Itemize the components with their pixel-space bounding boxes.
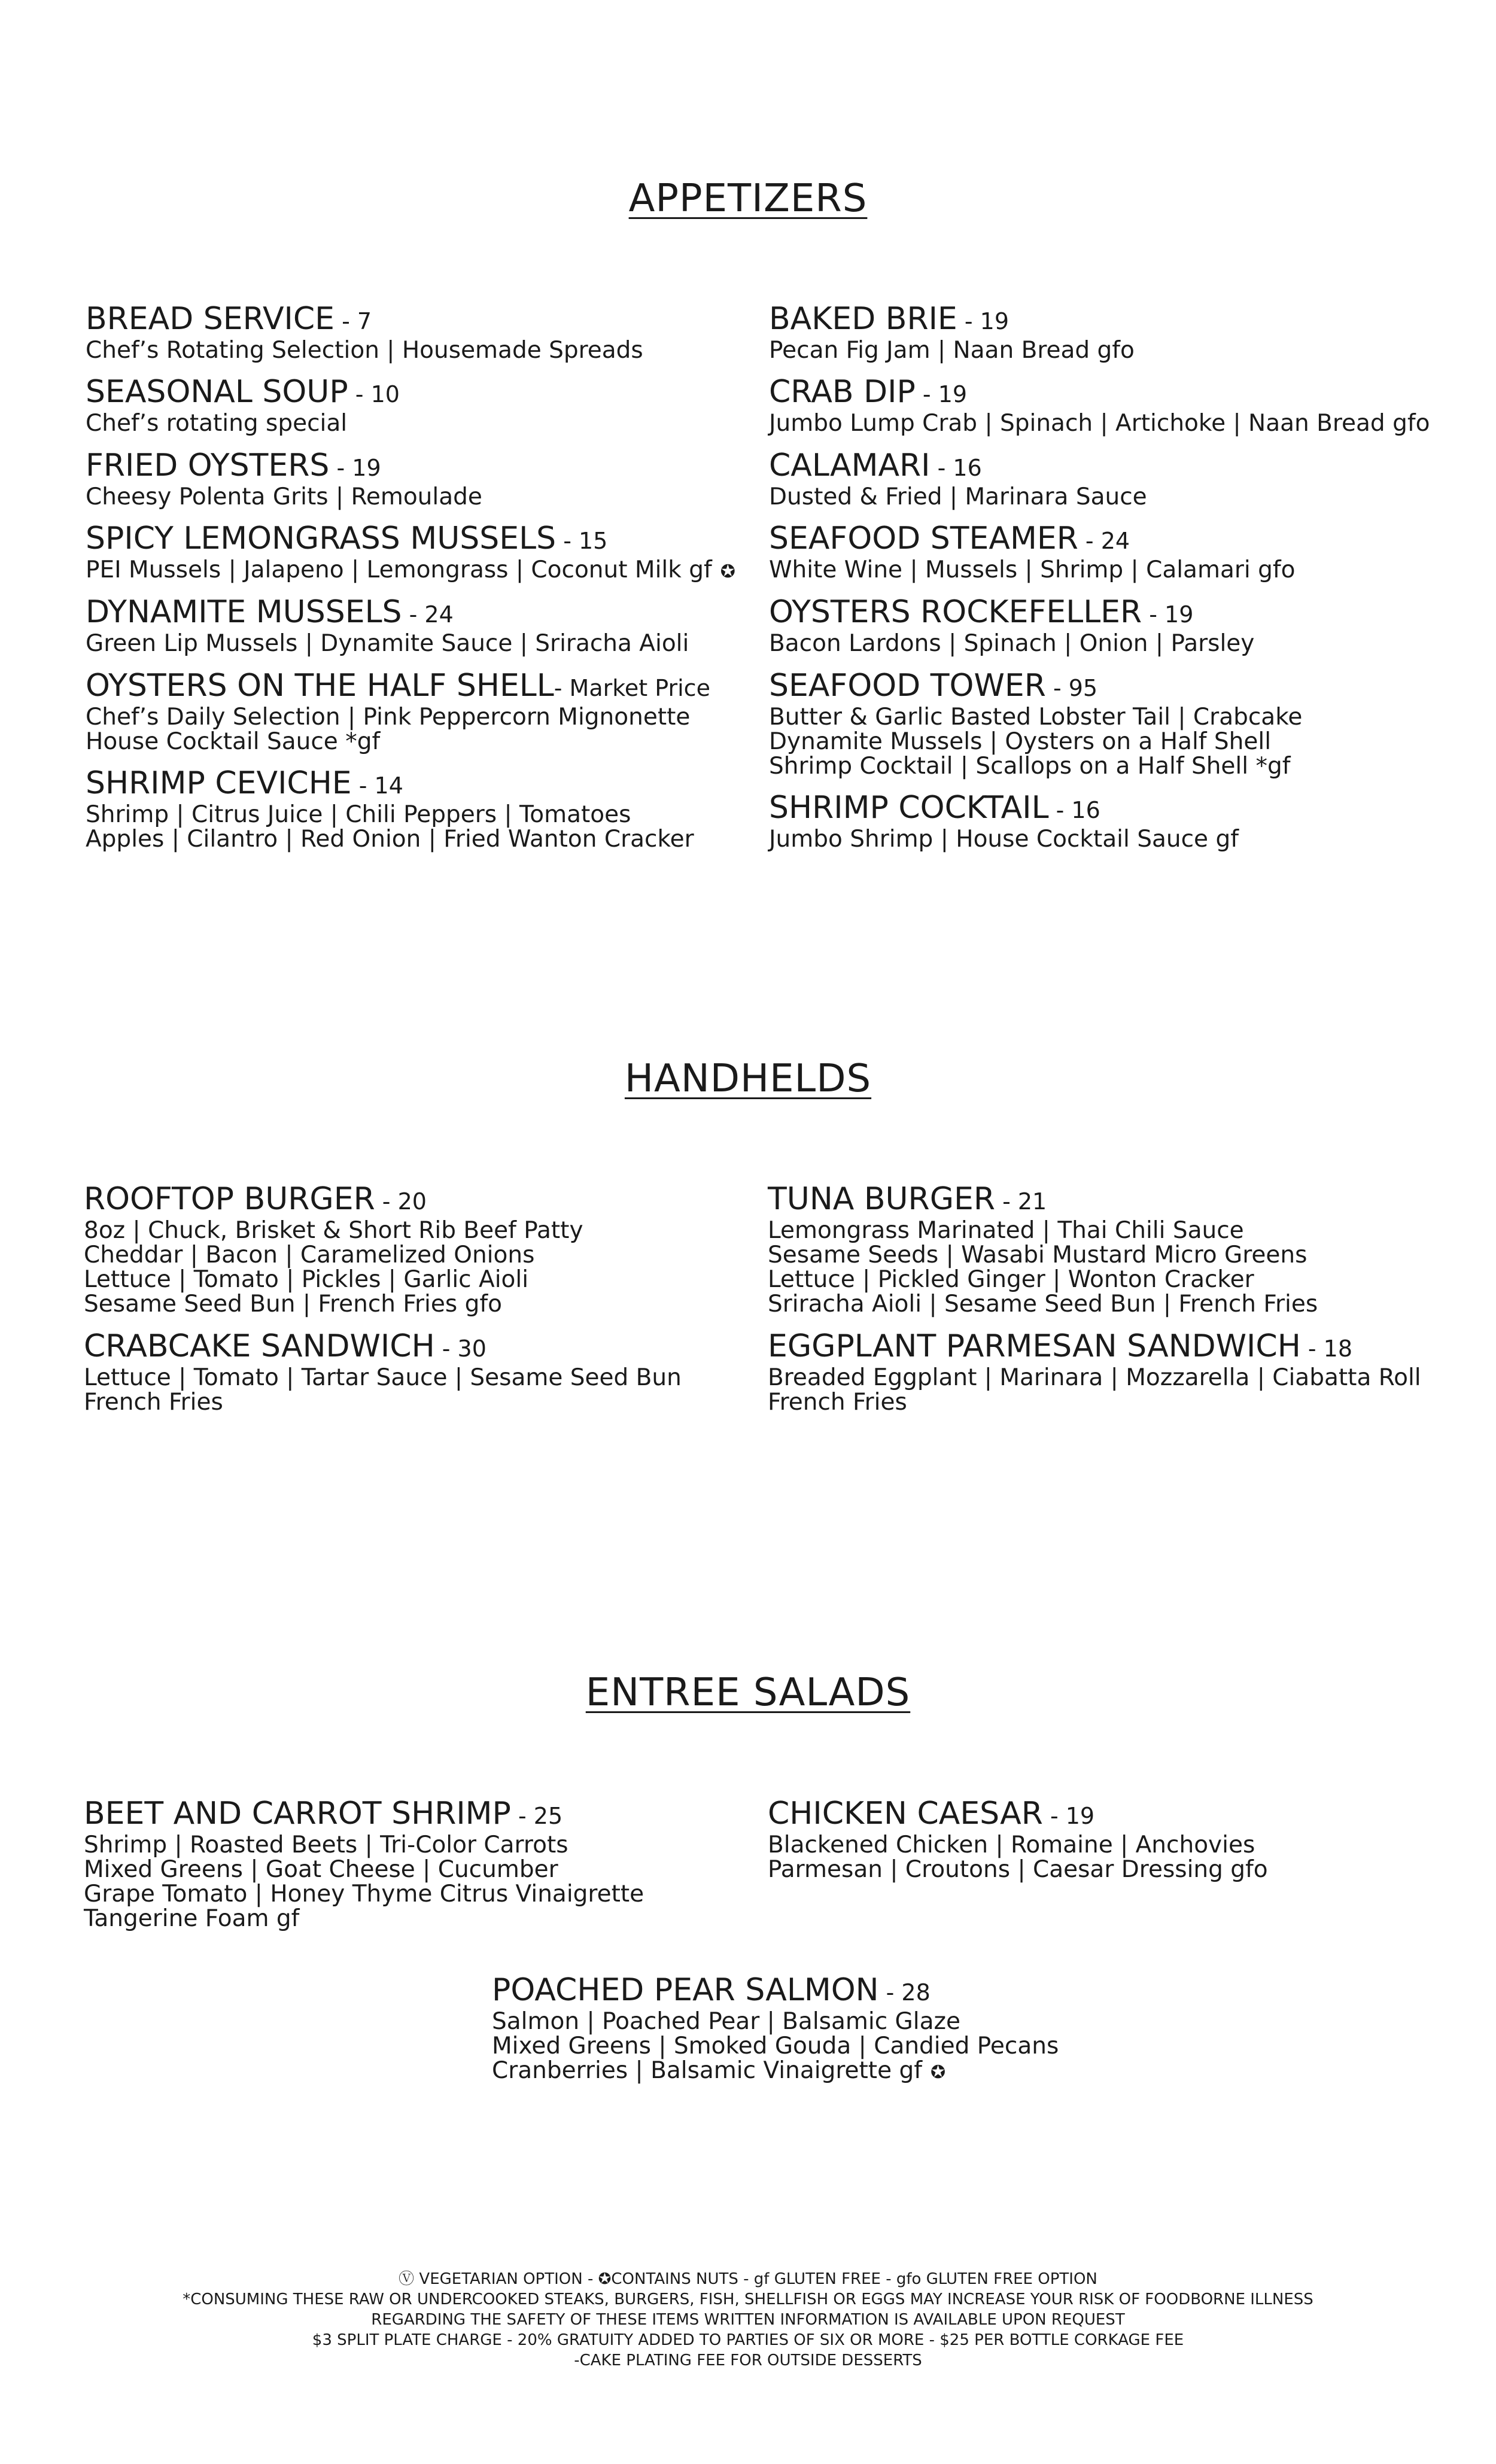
- menu-item: OYSTERS ON THE HALF SHELL- Market Price Chef’s Daily Selection | Pink Peppercorn Mignonette House Cocktail Sauce *gf: [86, 668, 710, 755]
- contains-nuts-icon: ✪: [598, 2270, 612, 2288]
- menu-item: BAKED BRIE - 19 Pecan Fig Jam | Naan Bread gfo: [769, 301, 1135, 364]
- menu-item: EGGPLANT PARMESAN SANDWICH - 18 Breaded Eggplant | Marinara | Mozzarella | Ciabatta Roll French Fries: [768, 1328, 1421, 1416]
- contains-nuts-icon: ✪: [720, 561, 735, 582]
- menu-item: SEASONAL SOUP - 10 Chef’s rotating special: [86, 374, 400, 437]
- menu-item: OYSTERS ROCKEFELLER - 19 Bacon Lardons | Spinach | Onion | Parsley: [769, 594, 1255, 657]
- menu-item: CALAMARI - 16 Dusted & Fried | Marinara Sauce: [769, 448, 1147, 510]
- menu-item: SHRIMP CEVICHE - 14 Shrimp | Citrus Juice | Chili Peppers | Tomatoes Apples | Cilantro | Red Onion | Fried Wanton Cracker: [86, 765, 694, 853]
- menu-item: BREAD SERVICE - 7 Chef’s Rotating Selection | Housemade Spreads: [86, 301, 643, 364]
- menu-item: ROOFTOP BURGER - 20 8oz | Chuck, Brisket & Short Rib Beef Patty Cheddar | Bacon | Caramelized Onions Lettuce | Tomato | Pickles | Garlic Aioli Sesame Seed Bun | French Fries gfo: [84, 1181, 583, 1318]
- menu-item: SHRIMP COCKTAIL - 16 Jumbo Shrimp | House Cocktail Sauce gf: [769, 790, 1239, 853]
- entree-salads-heading: ENTREE SALADS: [585, 1671, 911, 1715]
- menu-item: CRABCAKE SANDWICH - 30 Lettuce | Tomato | Tartar Sauce | Sesame Seed Bun French Fries: [84, 1328, 682, 1416]
- menu-item: CRAB DIP - 19 Jumbo Lump Crab | Spinach | Artichoke | Naan Bread gfo: [769, 374, 1430, 437]
- footer-line: REGARDING THE SAFETY OF THESE ITEMS WRITTEN INFORMATION IS AVAILABLE UPON REQUEST: [371, 2311, 1125, 2329]
- footer-line: $3 SPLIT PLATE CHARGE - 20% GRATUITY ADDED TO PARTIES OF SIX OR MORE - $25 PER BOTTLE CORKAGE FEE: [312, 2331, 1184, 2349]
- footer-line: *CONSUMING THESE RAW OR UNDERCOOKED STEAKS, BURGERS, FISH, SHELLFISH OR EGGS MAY INCREASE YOUR RISK OF FOODBORNE ILLNESS: [183, 2290, 1313, 2308]
- contains-nuts-icon: ✪: [930, 2062, 946, 2083]
- menu-item: CHICKEN CAESAR - 19 Blackened Chicken | Romaine | Anchovies Parmesan | Croutons | Caesar Dressing gfo: [768, 1796, 1268, 1883]
- vegetarian-icon: Ⓥ: [399, 2270, 415, 2288]
- footer-line: -CAKE PLATING FEE FOR OUTSIDE DESSERTS: [574, 2352, 922, 2369]
- menu-footer: [0, 2269, 1496, 2371]
- appetizers-heading: APPETIZERS: [628, 177, 868, 221]
- menu-item: SEAFOOD STEAMER - 24 White Wine | Mussels | Shrimp | Calamari gfo: [769, 521, 1296, 583]
- menu-item: TUNA BURGER - 21 Lemongrass Marinated | Thai Chili Sauce Sesame Seeds | Wasabi Mustard Micro Greens Lettuce | Pickled Ginger | Wonton Cracker Sriracha Aioli | Sesame Seed Bun | French Fries: [768, 1181, 1318, 1318]
- menu-item: BEET AND CARROT SHRIMP - 25 Shrimp | Roasted Beets | Tri-Color Carrots Mixed Greens | Goat Cheese | Cucumber Grape Tomato | Honey Thyme Citrus Vinaigrette Tangerine Foam gf: [84, 1796, 644, 1932]
- menu-item: SEAFOOD TOWER - 95 Butter & Garlic Basted Lobster Tail | Crabcake Dynamite Mussels | Oysters on a Half Shell Shrimp Cocktail | Scallops on a Half Shell *gf: [769, 668, 1303, 780]
- handhelds-heading: HANDHELDS: [624, 1057, 872, 1101]
- menu-item: POACHED PEAR SALMON - 28 Salmon | Poached Pear | Balsamic Glaze Mixed Greens | Smoked Gouda | Candied Pecans Cranberries | Balsamic Vinaigrette gf ✪: [492, 1972, 1059, 2084]
- menu-item: SPICY LEMONGRASS MUSSELS - 15 PEI Mussels | Jalapeno | Lemongrass | Coconut Milk gf ✪: [86, 521, 735, 583]
- legend-line: Ⓥ VEGETARIAN OPTION - ✪CONTAINS NUTS - gf GLUTEN FREE - gfo GLUTEN FREE OPTION: [399, 2270, 1097, 2288]
- menu-item: FRIED OYSTERS - 19 Cheesy Polenta Grits | Remoulade: [86, 448, 482, 510]
- menu-item: DYNAMITE MUSSELS - 24 Green Lip Mussels | Dynamite Sauce | Sriracha Aioli: [86, 594, 689, 657]
